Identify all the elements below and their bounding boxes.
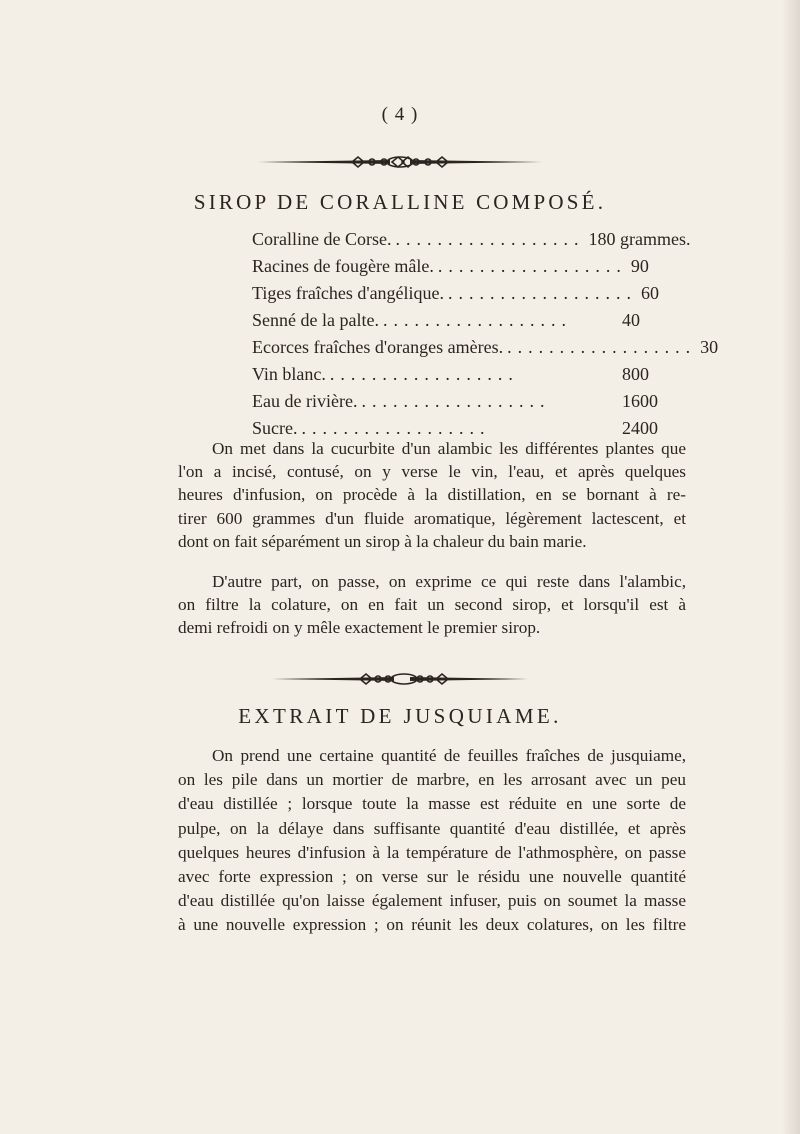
- text-line: avec forte expression ; on verse sur le résidu une nouvelle quantité: [178, 867, 686, 887]
- ingredient-name: Racines de fougère mâle.: [252, 256, 434, 276]
- ingredient-quantity: 180 grammes.: [588, 229, 691, 249]
- text-line: quelques heures d'infusion à la température de l'athmosphère, on passe: [178, 842, 686, 862]
- ingredient-row: [252, 253, 672, 280]
- ingredient-name: Senné de la palte.: [252, 310, 379, 330]
- text-line: on les pile dans un mortier de marbre, en les arrosant avec un peu: [178, 770, 686, 790]
- leader-dots: ..................: [301, 418, 491, 438]
- ingredient-quantity: 60: [641, 283, 660, 303]
- ingredient-list: [252, 226, 719, 442]
- ingredient-name: Eau de rivière.: [252, 391, 358, 411]
- ingredient-row: [252, 280, 672, 307]
- ingredient-row: [252, 388, 672, 415]
- paragraph-preparation: [178, 437, 686, 553]
- text-line: l'on a incisé, contusé, on y verse le vin, l'eau, et après quelques: [178, 462, 686, 482]
- ingredient-row: [252, 307, 672, 334]
- text-line: d'eau distillée qu'on laisse également infuser, puis on soumet la masse: [178, 891, 686, 911]
- leader-dots: ..................: [361, 391, 551, 411]
- page-edge-shadow: [782, 0, 800, 1134]
- text-line: tirer 600 grammes d'un fluide aromatique, légèrement lactescent, et: [178, 508, 686, 528]
- ingredient-name: Ecorces fraîches d'oranges amères.: [252, 337, 504, 357]
- text-line: On prend une certaine quantité de feuilles fraîches de jusquiame,: [212, 746, 686, 765]
- ingredient-name: Tiges fraîches d'angélique.: [252, 283, 445, 303]
- text-line: On met dans la cucurbite d'un alambic les différentes plantes que: [212, 439, 686, 458]
- leader-dots: ..................: [437, 256, 627, 276]
- ingredient-quantity: 90: [630, 256, 649, 276]
- page-number: ( 4 ): [381, 104, 419, 125]
- ingredient-quantity: 800: [622, 364, 649, 384]
- ornament-rule-icon: [0, 670, 800, 686]
- paragraph-second-sirop: [178, 570, 686, 640]
- text-line: à une nouvelle expression ; on réunit les deux colatures, on les filtre: [178, 915, 686, 935]
- ingredient-quantity: 2400: [622, 418, 658, 438]
- section-title-extrait: EXTRAIT DE JUSQUIAME.: [238, 704, 562, 728]
- text-line: on filtre la colature, on en fait un second sirop, et lorsqu'il est à: [178, 595, 686, 615]
- text-line: dont on fait séparément un sirop à la chaleur du bain marie.: [178, 531, 587, 551]
- ingredient-quantity: 30: [700, 337, 719, 357]
- ingredient-row: [252, 226, 691, 253]
- ingredient-row: [252, 361, 672, 388]
- paragraph-jusquiame: [178, 744, 686, 938]
- section-title-sirop: SIROP DE CORALLINE COMPOSÉ.: [193, 190, 607, 214]
- text-line: pulpe, on la délaye dans suffisante quantité d'eau distillée, et après: [178, 818, 686, 838]
- ingredient-quantity: 1600: [622, 391, 658, 411]
- text-line: heures d'infusion, on procède à la distillation, en se bornant à re-: [178, 485, 686, 505]
- ingredient-name: Sucre.: [252, 418, 298, 438]
- ingredient-quantity: 40: [622, 310, 640, 330]
- ingredient-name: Vin blanc.: [252, 364, 326, 384]
- leader-dots: ..................: [507, 337, 697, 357]
- leader-dots: ..................: [448, 283, 638, 303]
- ingredient-row: [252, 334, 719, 361]
- leader-dots: ..................: [329, 364, 519, 384]
- ingredient-name: Coralline de Corse.: [252, 229, 392, 249]
- text-line: d'eau distillée ; lorsque toute la masse est réduite en une sorte de: [178, 794, 686, 814]
- text-line: D'autre part, on passe, on exprime ce qui reste dans l'alambic,: [212, 572, 686, 591]
- text-line: demi refroidi on y mêle exactement le premier sirop.: [178, 618, 541, 638]
- ornament-rule-icon: [0, 153, 800, 169]
- leader-dots: ..................: [382, 310, 572, 330]
- leader-dots: ..................: [395, 229, 585, 249]
